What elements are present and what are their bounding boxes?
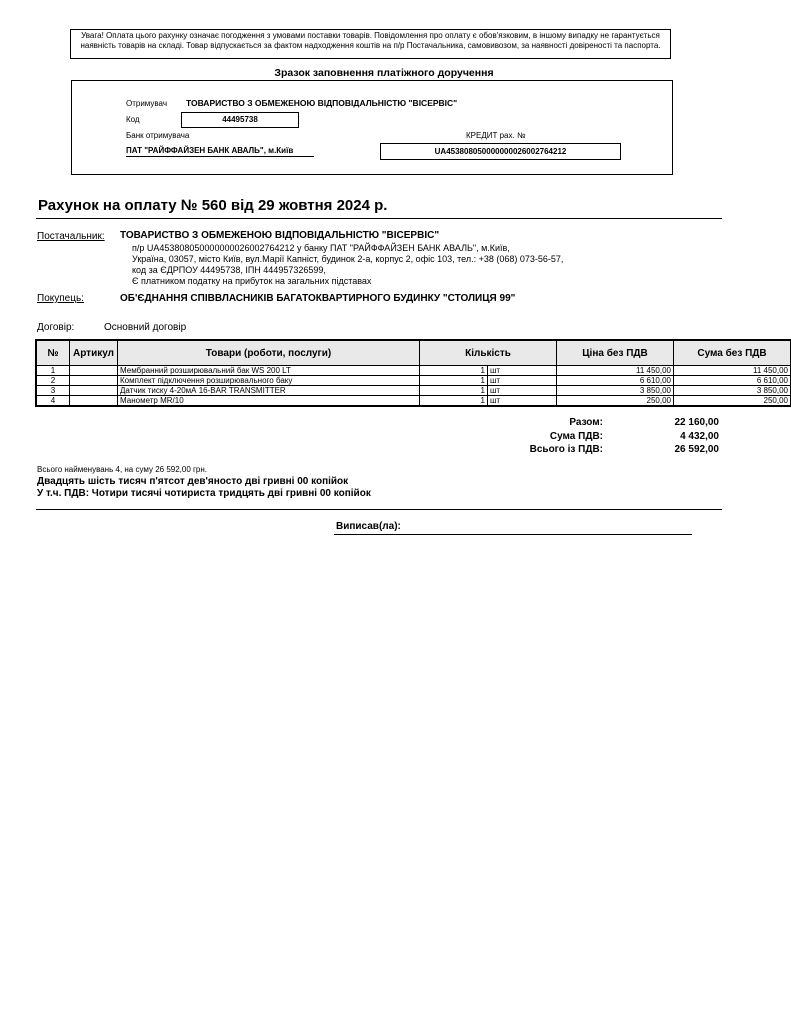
bank-underline	[126, 156, 314, 157]
supplier-account-line: п/р UA453808050000000026002764212 у банку ПАТ "РАЙФФАЙЗЕН БАНК АВАЛЬ", м.Київ,	[132, 243, 510, 253]
supplier-name: ТОВАРИСТВО З ОБМЕЖЕНОЮ ВІДПОВІДАЛЬНІСТЮ "ВІСЕРВІС"	[120, 230, 440, 241]
table-row	[37, 376, 791, 386]
row-sum: 3 850,00	[674, 386, 791, 396]
vat-label: Сума ПДВ:	[549, 431, 603, 442]
row-sum: 6 610,00	[674, 376, 791, 386]
row-unit: шт	[488, 396, 557, 406]
row-sum: 11 450,00	[674, 366, 791, 376]
contract-value: Основний договір	[104, 322, 187, 333]
row-price: 250,00	[557, 396, 674, 406]
buyer-label: Покупець:	[37, 293, 84, 304]
row-goods: Датчик тиску 4-20мА 16-BAR TRANSMITTER	[118, 386, 420, 396]
col-header-quantity: Кількість	[420, 341, 557, 366]
row-qty: 1	[420, 396, 488, 406]
code-value: 44495738	[181, 112, 299, 128]
row-price: 6 610,00	[557, 376, 674, 386]
vat-value: 4 432,00	[680, 431, 719, 442]
col-header-article: Артикул	[70, 341, 118, 366]
invoice-title: Рахунок на оплату № 560 від 29 жовтня 2024 р.	[38, 197, 388, 214]
table-row	[37, 396, 791, 406]
row-article	[70, 376, 118, 386]
summary-divider	[36, 509, 722, 510]
vat-in-words: У т.ч. ПДВ: Чотири тисячі чотириста тридцять дві гривні 00 копійок	[37, 488, 371, 499]
row-qty: 1	[420, 366, 488, 376]
amount-in-words: Двадцять шість тисяч п'ятсот дев'яносто дві гривні 00 копійок	[37, 476, 349, 487]
grand-total-label: Всього із ПДВ:	[529, 444, 603, 455]
table-row	[37, 366, 791, 376]
total-value: 22 160,00	[674, 417, 719, 428]
title-divider	[36, 218, 722, 219]
code-label: Код	[126, 115, 140, 124]
row-article	[70, 396, 118, 406]
supplier-tax-line: Є платником податку на прибуток на загальних підставах	[132, 276, 372, 286]
table-row	[37, 386, 791, 396]
row-qty: 1	[420, 376, 488, 386]
signature-line	[334, 534, 692, 535]
row-no: 1	[37, 366, 70, 376]
payment-sample-title: Зразок заповнення платіжного доручення	[274, 67, 494, 79]
recipient-value: ТОВАРИСТВО З ОБМЕЖЕНОЮ ВІДПОВІДАЛЬНІСТЮ "ВІСЕРВІС"	[186, 98, 458, 108]
row-no: 4	[37, 396, 70, 406]
table-header-row	[37, 341, 791, 366]
row-price: 11 450,00	[557, 366, 674, 376]
total-label: Разом:	[569, 417, 603, 428]
row-sum: 250,00	[674, 396, 791, 406]
col-header-price: Ціна без ПДВ	[557, 341, 674, 366]
row-goods: Комплект підключення розширювального баку	[118, 376, 420, 386]
recipient-label: Отримувач	[126, 99, 167, 108]
grand-total-value: 26 592,00	[674, 444, 719, 455]
supplier-label: Постачальник:	[37, 231, 105, 242]
signature-label: Виписав(ла):	[336, 521, 401, 532]
items-table	[36, 340, 791, 406]
row-no: 2	[37, 376, 70, 386]
supplier-address-line: Україна, 03057, місто Київ, вул.Марії Капніст, будинок 2-а, корпус 2, офіс 103, тел.: +38 (068) 073-56-57,	[132, 254, 564, 264]
bank-value: ПАТ "РАЙФФАЙЗЕН БАНК АВАЛЬ", м.Київ	[126, 146, 294, 155]
row-article	[70, 366, 118, 376]
payment-sample-box	[71, 80, 673, 175]
credit-label: КРЕДИТ рах. №	[466, 131, 526, 140]
row-qty: 1	[420, 386, 488, 396]
row-article	[70, 386, 118, 396]
supplier-codes-line: код за ЄДРПОУ 44495738, ІПН 444957326599,	[132, 265, 326, 275]
payment-notice: Увага! Оплата цього рахунку означає погодження з умовами поставки товарів. Повідомлення про оплату є обов'язковим, в іншому випадку не гарантується наявність товарів на складі. Товар відпускається за фактом надходження коштів на п/р Постачальника, самовивозом, за наявності довіреності та паспорта.	[70, 29, 671, 59]
row-no: 3	[37, 386, 70, 396]
col-header-sum: Сума без ПДВ	[674, 341, 791, 366]
col-header-goods: Товари (роботи, послуги)	[118, 341, 420, 366]
row-unit: шт	[488, 366, 557, 376]
items-count-line: Всього найменувань 4, на суму 26 592,00 грн.	[37, 465, 208, 474]
bank-label: Банк отримувача	[126, 131, 190, 140]
col-header-no: №	[37, 341, 70, 366]
row-goods: Мембранний розширювальний бак WS 200 LT	[118, 366, 420, 376]
row-unit: шт	[488, 376, 557, 386]
row-goods: Манометр MR/10	[118, 396, 420, 406]
row-price: 3 850,00	[557, 386, 674, 396]
row-unit: шт	[488, 386, 557, 396]
credit-account-value: UA453808050000000026002764212	[380, 143, 621, 160]
buyer-name: ОБ'ЄДНАННЯ СПІВВЛАСНИКІВ БАГАТОКВАРТИРНОГО БУДИНКУ "СТОЛИЦЯ 99"	[120, 293, 516, 304]
contract-label: Договір:	[37, 322, 75, 333]
